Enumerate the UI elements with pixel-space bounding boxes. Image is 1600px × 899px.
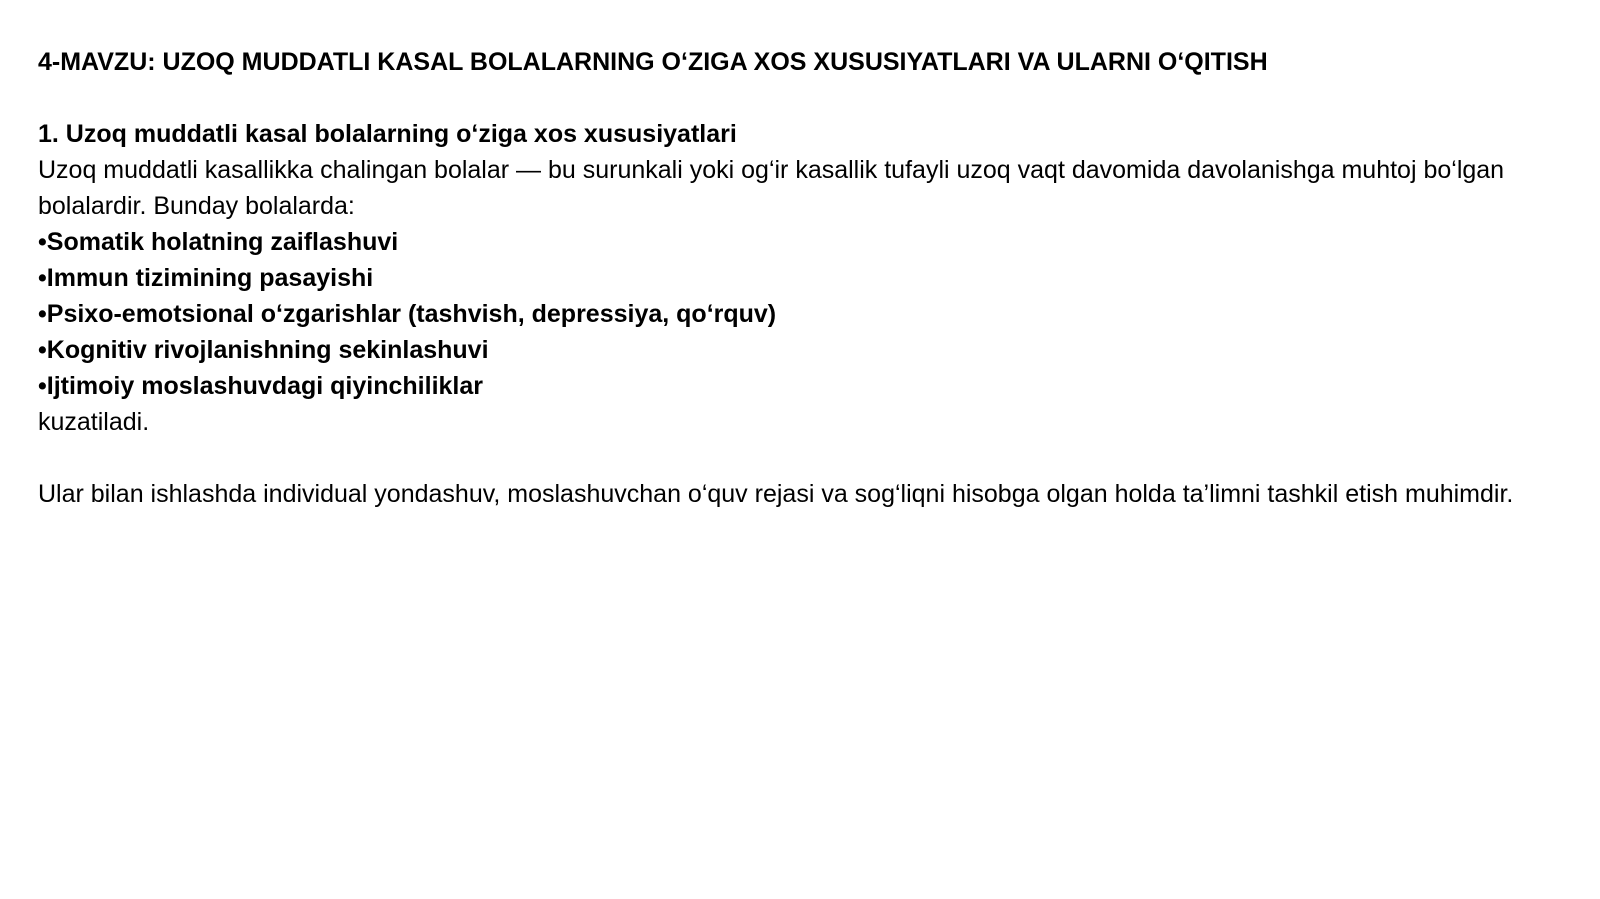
feature-list: [38, 224, 1538, 404]
after-list-text: kuzatiladi.: [38, 408, 150, 436]
list-item-text: Psixo-emotsional o‘zgarishlar (tashvish, depressiya, qo‘rquv): [46, 300, 777, 328]
list-item: [38, 296, 1538, 332]
list-item-text: Somatik holatning zaiflashuvi: [46, 228, 399, 256]
bullet-icon: •: [38, 228, 47, 256]
slide-content: [38, 44, 1538, 512]
bullet-icon: •: [38, 372, 47, 400]
bullet-icon: •: [38, 336, 47, 364]
list-item-text: Kognitiv rivojlanishning sekinlashuvi: [46, 336, 489, 364]
bullet-icon: •: [38, 300, 47, 328]
conclusion-paragraph: Ular bilan ishlashda individual yondashuv, moslashuvchan o‘quv rejasi va sog‘liqni hisobga olgan holda ta’limni tashkil etish muhimdir.: [38, 480, 1514, 508]
section-heading: 1. Uzoq muddatli kasal bolalarning o‘ziga xos xususiyatlari: [38, 120, 737, 148]
paragraph-spacer: [38, 440, 1538, 476]
list-item: [38, 260, 1538, 296]
page-title: 4-MAVZU: UZOQ MUDDATLI KASAL BOLALARNING O‘ZIGA XOS XUSUSIYATLARI VA ULARNI O‘QITISH: [38, 48, 1268, 76]
list-item-text: Immun tizimining pasayishi: [46, 264, 374, 292]
list-item: [38, 368, 1538, 404]
bullet-icon: •: [38, 264, 47, 292]
list-item: [38, 224, 1538, 260]
list-item: [38, 332, 1538, 368]
list-item-text: Ijtimoiy moslashuvdagi qiyinchiliklar: [46, 372, 483, 400]
intro-paragraph: Uzoq muddatli kasallikka chalingan bolalar — bu surunkali yoki og‘ir kasallik tufayli uzoq vaqt davomida davolanishga muhtoj bo‘lgan bolalardir. Bunday bolalarda:: [38, 156, 1505, 220]
